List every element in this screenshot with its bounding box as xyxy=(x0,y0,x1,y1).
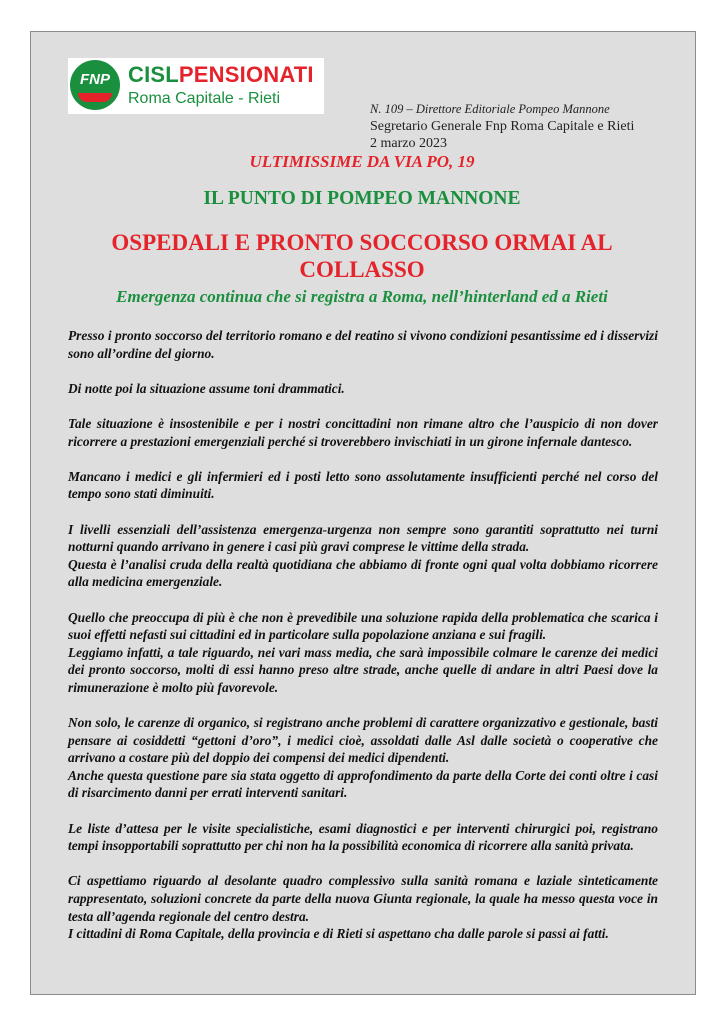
paragraph: Quello che preoccupa di più è che non è prevedibile una soluzione rapida della problematica che scarica i suoi effetti nefasti sui cittadini ed in particolare sulla popolazione anziana e sui fragili. xyxy=(68,609,658,643)
logo-swoosh xyxy=(78,93,112,102)
logo-brand-cisl: CISL xyxy=(128,62,179,87)
logo-brand-pensionati: PENSIONATI xyxy=(178,62,314,87)
paragraph: Di notte poi la situazione assume toni drammatici. xyxy=(68,380,345,396)
paragraph: Non solo, le carenze di organico, si registrano anche problemi di carattere organizzativo e gestionale, basti pensare ai cosiddetti “gettoni d’oro”, i medici cioè, assoldati dalle Asl dalle società o cooperative che arrivano a costare più del doppio dei compensi dei medici dipendenti. xyxy=(68,715,658,766)
subheadline: Emergenza continua che si registra a Roma, nell’hinterland ed a Rieti xyxy=(116,287,608,306)
paragraph: Anche questa questione pare sia stata oggetto di approfondimento da parte della Corte dei conti oltre i casi di risarcimento danni per errati interventi sanitari. xyxy=(68,767,658,801)
paragraph: Ci aspettiamo riguardo al desolante quadro complessivo sulla sanità romana e laziale sinteticamente rappresentato, soluzioni concrete da parte della nuova Giunta regionale, la quale ha messo questa voce in testa all’agenda regionale del centro destra. xyxy=(68,873,658,924)
secretary-line: Segretario Generale Fnp Roma Capitale e Rieti xyxy=(370,119,635,134)
paragraph: I cittadini di Roma Capitale, della provincia e di Rieti si aspettano cha dalle parole si passi ai fatti. xyxy=(68,926,609,942)
issue-date: 2 marzo 2023 xyxy=(370,136,447,151)
logo-subtitle: Roma Capitale - Rieti xyxy=(128,90,281,107)
paragraph: Leggiamo infatti, a tale riguardo, nei vari mass media, che sarà impossibile colmare le carenze dei medici dei pronto soccorso, molti di essi hanno preso altre strade, anche quelle di andare in altri Paesi dove la rimunerazione è molto più favorevole. xyxy=(68,644,658,695)
paragraph: Le liste d’attesa per le visite specialistiche, esami diagnostici e per interventi chirurgici poi, registrano tempi insopportabili soprattutto per chi non ha la possibilità economica di ricorrere alla sanità privata. xyxy=(68,820,658,854)
paragraph: Presso i pronto soccorso del territorio romano e del reatino si vivono condizioni pesantissime ed i disservizi sono all’ordine del giorno. xyxy=(68,328,658,361)
issue-meta xyxy=(370,101,634,152)
logo-mark: FNP xyxy=(80,71,110,88)
fnp-cisl-logo xyxy=(68,58,324,114)
page-title: OSPEDALI E PRONTO SOCCORSO ORMAI AL COLLASSO xyxy=(111,230,613,282)
paragraph: Tale situazione è insostenibile e per i nostri concittadini non rimane altro che l’auspicio di non dover ricorrere a prestazioni emergenziali perché si troverebbero invischiati in un girone infernale dantesco. xyxy=(68,415,658,449)
logo-brand xyxy=(128,62,314,88)
paragraph: Questa è l’analisi cruda della realtà quotidiana che abbiamo di fronte ogni qual volta dobbiamo ricorrere alla medicina emergenziale. xyxy=(68,556,658,590)
column-title: IL PUNTO DI POMPEO MANNONE xyxy=(203,188,521,209)
issue-line: N. 109 – Direttore Editoriale Pompeo Mannone xyxy=(370,102,610,116)
article-body xyxy=(68,327,658,943)
paragraph: I livelli essenziali dell’assistenza emergenza-urgenza non sempre sono garantiti soprattutto nei turni notturni quando arrivano in genere i casi più gravi comprese le vittime della strada. xyxy=(68,521,658,555)
fnp-emblem-icon xyxy=(70,60,120,110)
paragraph: Mancano i medici e gli infermieri ed i posti letto sono assolutamente insufficienti perché nel corso del tempo sono stati diminuiti. xyxy=(68,468,658,502)
kicker: ULTIMISSIME DA VIA PO, 19 xyxy=(249,152,475,171)
